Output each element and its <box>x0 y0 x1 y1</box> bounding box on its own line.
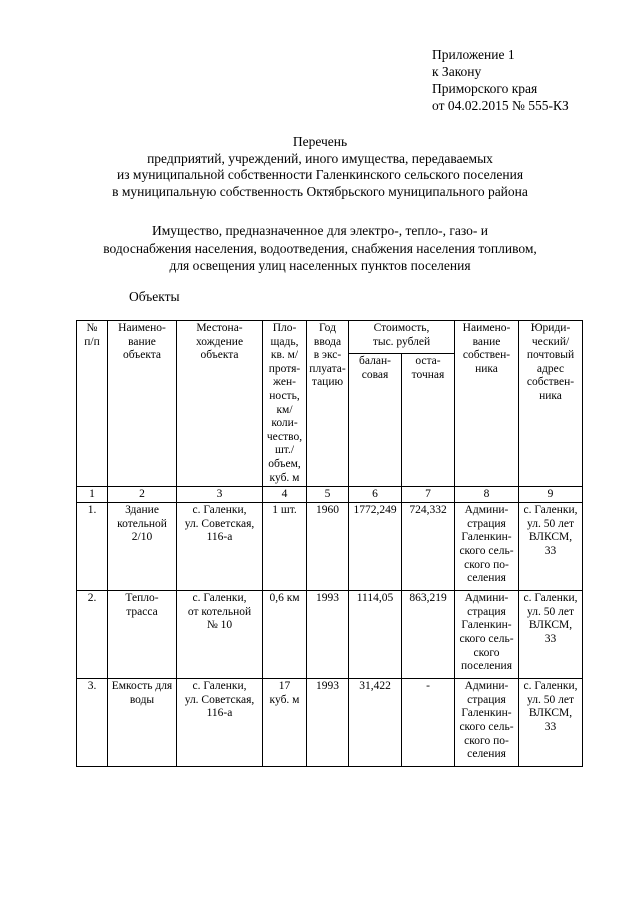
header-cost <box>349 321 455 354</box>
cell-line: ского сель- <box>459 544 514 557</box>
cell-balance: 1114,05 <box>349 591 402 679</box>
header-year <box>307 321 349 487</box>
subtitle-line: для освещения улиц населенных пунктов поселения <box>169 258 471 273</box>
cell-area <box>263 679 307 767</box>
cell-line: вание <box>128 335 156 348</box>
cell-line: собствен- <box>526 376 575 389</box>
cell-line: № <box>86 322 98 334</box>
cell-area <box>263 591 307 679</box>
cell-num: 2. <box>77 591 108 679</box>
cell-line: Стоимость, <box>373 322 430 334</box>
cell-line: Галенкин- <box>461 531 512 544</box>
cell-line: куб. м <box>269 471 300 484</box>
cell-line: точная <box>411 368 445 381</box>
table-row <box>77 591 583 679</box>
cell-line: коли- <box>271 417 298 430</box>
cell-line: ул. 50 лет <box>527 693 574 706</box>
appendix-note <box>432 46 569 114</box>
section-label: Объекты <box>129 289 180 304</box>
column-number: 3 <box>177 487 263 503</box>
cell-location <box>177 679 263 767</box>
cell-line: трасса <box>126 605 158 618</box>
cell-line: 33 <box>544 720 557 733</box>
title-line: из муниципальной собственности Галенкинского сельского поселения <box>116 167 524 182</box>
cell-residual: 863,219 <box>402 591 455 679</box>
cell-line: 0,6 км <box>269 592 300 605</box>
cell-line: Галенкин- <box>461 619 512 632</box>
cell-line: жен- <box>273 376 296 389</box>
cell-line: щадь, <box>270 335 299 348</box>
cell-line: Пло- <box>272 322 297 334</box>
cell-line: ность, <box>269 389 300 402</box>
cell-line: воды <box>129 693 155 706</box>
cell-line: объем, <box>268 457 301 470</box>
cell-line: Юриди- <box>530 322 571 334</box>
cell-num: 3. <box>77 679 108 767</box>
header-residual <box>402 354 455 487</box>
cell-line: ского сель- <box>459 632 514 645</box>
cell-line: № 10 <box>206 619 233 632</box>
column-number: 5 <box>307 487 349 503</box>
cell-line: селения <box>467 572 506 585</box>
cell-line: вание <box>472 335 501 348</box>
cell-line: ввода <box>313 335 342 348</box>
column-number: 4 <box>263 487 307 503</box>
cell-line: ческий/ <box>531 335 570 348</box>
cell-line: ника <box>475 362 498 375</box>
title-line: в муниципальную собственность Октябрьского муниципального района <box>112 183 528 199</box>
cell-line: 2/10 <box>131 531 153 544</box>
cell-line: куб. м <box>269 693 300 706</box>
cell-year: 1993 <box>307 591 349 679</box>
cell-line: с. Галенки, <box>192 592 247 605</box>
table-header-row <box>77 321 583 354</box>
header-area <box>263 321 307 487</box>
cell-line: плуата- <box>309 362 346 375</box>
cell-owner <box>455 503 519 591</box>
cell-owner <box>455 591 519 679</box>
cell-line: Местона- <box>196 322 243 334</box>
cell-line: хождение <box>195 335 244 348</box>
appendix-line: от 04.02.2015 № 555-КЗ <box>432 98 569 113</box>
cell-line: ВЛКСМ, <box>528 707 573 720</box>
cell-address <box>519 591 583 679</box>
column-number: 2 <box>108 487 177 503</box>
header-address <box>519 321 583 487</box>
cell-line: тыс. рублей <box>372 335 431 348</box>
cell-line: Наимено- <box>118 322 166 334</box>
cell-line: Админи- <box>464 592 509 605</box>
cell-line: ского по- <box>464 734 509 747</box>
cell-line: поселения <box>461 660 512 673</box>
column-number: 9 <box>519 487 583 503</box>
cell-line: чество, <box>266 430 303 443</box>
column-number: 7 <box>402 487 455 503</box>
cell-year: 1960 <box>307 503 349 591</box>
cell-line: ул. Советская, <box>184 517 255 530</box>
table-row <box>77 679 583 767</box>
cell-line: адрес <box>536 362 565 375</box>
cell-line: ского по- <box>464 558 509 571</box>
cell-line: от котельной <box>187 605 252 618</box>
cell-year: 1993 <box>307 679 349 767</box>
cell-line: с. Галенки, <box>192 504 247 517</box>
header-owner <box>455 321 519 487</box>
cell-balance: 31,422 <box>349 679 402 767</box>
cell-line: 1 шт. <box>272 504 297 517</box>
document-subtitle <box>0 222 640 275</box>
cell-line: ул. Советская, <box>184 693 255 706</box>
cell-name <box>108 591 177 679</box>
cell-line: Емкость для <box>111 680 173 693</box>
subtitle-line: Имущество, предназначенное для электро-, тепло-, газо- и <box>152 223 488 238</box>
appendix-line: к Закону <box>432 64 482 79</box>
cell-line: 33 <box>544 632 557 645</box>
cell-line: протя- <box>268 362 301 375</box>
cell-line: Наимено- <box>462 322 511 334</box>
cell-line: кв. м/ <box>270 349 299 362</box>
cell-line: с. Галенки, <box>523 592 578 605</box>
header-balance <box>349 354 402 487</box>
cell-line: собствен- <box>462 349 511 362</box>
property-table <box>76 320 583 767</box>
document-title <box>0 134 640 200</box>
cell-line: котельной <box>117 517 167 530</box>
cell-line: 33 <box>544 544 557 557</box>
appendix-line: Приложение 1 <box>432 47 515 62</box>
title-line: предприятий, учреждений, иного имущества, передаваемых <box>147 150 493 166</box>
cell-line: Админи- <box>464 504 509 517</box>
cell-name <box>108 679 177 767</box>
cell-line: Здание <box>125 504 159 517</box>
cell-num: 1. <box>77 503 108 591</box>
cell-line: Админи- <box>464 680 509 693</box>
cell-line: п/п <box>84 335 100 348</box>
cell-line: страция <box>467 693 506 706</box>
cell-line: Тепло- <box>125 592 159 605</box>
cell-line: ВЛКСМ, <box>528 619 573 632</box>
cell-line: с. Галенки, <box>523 680 578 693</box>
cell-line: с. Галенки, <box>192 680 247 693</box>
header-num <box>77 321 108 487</box>
cell-line: шт./ <box>274 444 295 457</box>
cell-line: ул. 50 лет <box>527 605 574 618</box>
cell-line: объекта <box>200 349 239 362</box>
column-number: 6 <box>349 487 402 503</box>
header-name <box>108 321 177 487</box>
cell-line: селения <box>467 748 506 761</box>
cell-residual: 724,332 <box>402 503 455 591</box>
cell-address <box>519 679 583 767</box>
table-body <box>77 321 583 767</box>
cell-line: ВЛКСМ, <box>528 531 573 544</box>
subtitle-line: водоснабжения населения, водоотведения, снабжения населения топливом, <box>103 240 537 256</box>
cell-line: совая <box>361 368 389 381</box>
cell-line: тацию <box>311 376 344 389</box>
cell-line: км/ <box>276 403 293 416</box>
cell-line: 116-а <box>206 707 233 720</box>
cell-location <box>177 503 263 591</box>
cell-line: 17 <box>278 680 291 693</box>
cell-name <box>108 503 177 591</box>
cell-owner <box>455 679 519 767</box>
cell-line: страция <box>467 605 506 618</box>
cell-line: 116-а <box>206 531 233 544</box>
cell-location <box>177 591 263 679</box>
cell-line: ул. 50 лет <box>527 517 574 530</box>
header-location <box>177 321 263 487</box>
cell-line: Год <box>319 322 336 334</box>
column-number: 8 <box>455 487 519 503</box>
cell-line: балан- <box>359 355 391 368</box>
appendix-line: Приморского края <box>432 81 538 96</box>
cell-line: ского сель- <box>459 720 514 733</box>
cell-line: ского <box>473 646 500 659</box>
cell-line: ника <box>539 389 562 402</box>
cell-line: объекта <box>122 349 162 362</box>
cell-line: Галенкин- <box>461 707 512 720</box>
cell-line: в экс- <box>313 349 342 362</box>
cell-line: страция <box>467 517 506 530</box>
cell-line: оста- <box>415 355 441 368</box>
cell-line: почтовый <box>526 349 575 362</box>
title-line: Перечень <box>292 134 348 149</box>
table-row <box>77 503 583 591</box>
column-number: 1 <box>77 487 108 503</box>
cell-residual: - <box>402 679 455 767</box>
column-number-row <box>77 487 583 503</box>
cell-line: с. Галенки, <box>523 504 578 517</box>
cell-balance: 1772,249 <box>349 503 402 591</box>
cell-area <box>263 503 307 591</box>
cell-address <box>519 503 583 591</box>
